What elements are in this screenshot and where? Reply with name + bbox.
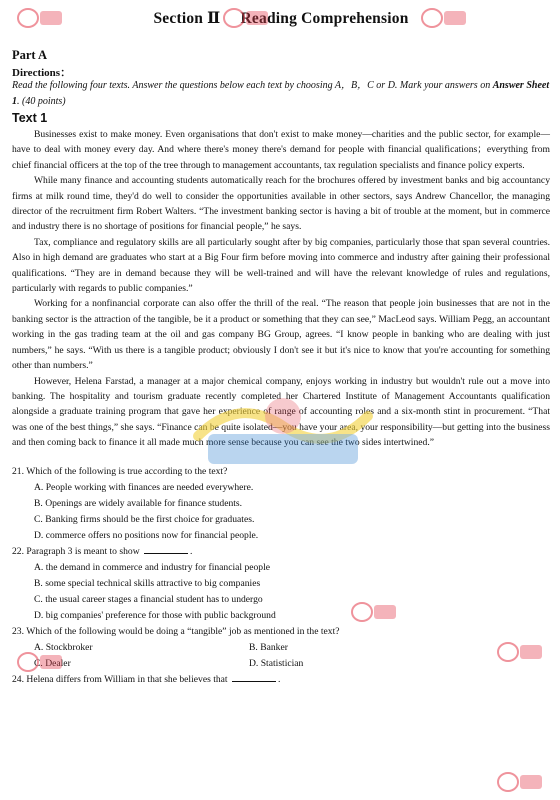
question-23-stem: 23. Which of the following would be doing a “tangible” job as mentioned in the text? [12,625,340,637]
passage-paragraph: Businesses exist to make money. Even organisations that don't exist to make money—charities and the public sector, for example—have to deal with money every day. And where there's money there's demand for people with financial qualifications；everything from chief financial officers at the top of the tree through to management accountants, tax regulation specialists and finance policy experts. [12,129,550,171]
question-21-option-a: A. People working with finances are needed everywhere. [34,481,254,493]
question-23-option-c: C. Dealer [34,657,71,669]
passage-paragraph: However, Helena Farstad, a manager at a major chemical company, enjoys working in industry but wouldn't rule out a move into banking. The hospitality and tourism graduate recently completed her Chartered Institute of Management Accountants qualification alongside a graduate training program that gave her experience of range of accounting roles and a six-month stint in procurement. “That was one of the best things,” she says. “Finance can be quite isolated—you have your area, your responsibility—but getting into the business and then coming back to finance it all made much more sense because you can see the two sides intertwined.” [12,375,550,449]
directions-label: Directions： [12,67,72,79]
question-22-option-a: A. the demand in commerce and industry for financial people [34,561,271,573]
question-23-options-row-1 [12,640,550,656]
section-title: Reading Comprehension [240,10,409,27]
passage-paragraph: Tax, compliance and regulatory skills are all particularly sought after by big companies, particularly those that span several countries. Also in high demand are graduates who start at a Big Four firm before moving into commerce and industry after gaining their professional qualifications. “They are in demand because they will be well-trained and will have the relevant knowledge of rules and regulations, particularly with regards to public companies.” [12,236,550,295]
question-22-stem: 22. Paragraph 3 is meant to show . [12,545,193,557]
answer-blank [232,672,276,682]
answer-blank [144,544,188,554]
passage [12,127,550,451]
part-label: Part A [12,48,48,62]
question-23-option-d: D. Statistician [249,657,304,669]
answer-sheet-label: Answer Sheet 1 [12,80,550,107]
text-label: Text 1 [12,111,48,125]
question-22-option-c: C. the usual career stages a financial student has to undergo [34,593,263,605]
question-21-option-b: B. Openings are widely available for finance students. [34,497,243,509]
question-21-option-d: D. commerce offers no positions now for financial people. [34,529,259,541]
question-22-option-d: D. big companies' preference for those with public background [34,609,276,621]
passage-paragraph: While many finance and accounting students automatically reach for the brochures offered by investment banks and big accountancy firms at milk round time, they'd do well to consider the opportunities available in other sectors, says Andrew Chancellor, the managing director of the recruitment firm Robert Walters. “The investment banking sector is having a bit of trouble at the moment, but in commerce and industry there is no shortage of positions for financial people,” he says. [12,175,550,233]
questions [12,464,550,688]
question-23-options-row-2 [12,656,550,672]
question-22-option-b: B. some special technical skills attractive to big companies [34,577,261,589]
section-heading [12,8,550,34]
question-24-stem: 24. Helena differs from William in that she believes that . [12,673,281,685]
passage-paragraph: Working for a nonfinancial corporate can also offer the thrill of the real. “The reason that people join businesses that are not in the banking sector is the attraction of the tangible, be it a product or something that they can see,” MacLeod says. William Pegg, an accountant working in the gas trading team at the oil and gas company BG Group, agrees. “I know people in banking who are dealing with just numbers,” he says. “With us there is a tangible product; obviously I don't see it but it's nice to know that you're accounting for something other than numbers.” [12,298,550,372]
directions-text: Read the following four texts. Answer the questions below each text by choosing A，B，C or D. Mark your answers on Answer Sheet 1. (40 points) [12,80,550,107]
question-23-option-b: B. Banker [249,641,288,653]
section-number: Section Ⅱ [153,10,221,27]
question-21-option-c: C. Banking firms should be the first choice for graduates. [34,513,255,525]
question-23-option-a: A. Stockbroker [34,641,93,653]
question-21-stem: 21. Which of the following is true according to the text? [12,465,228,477]
